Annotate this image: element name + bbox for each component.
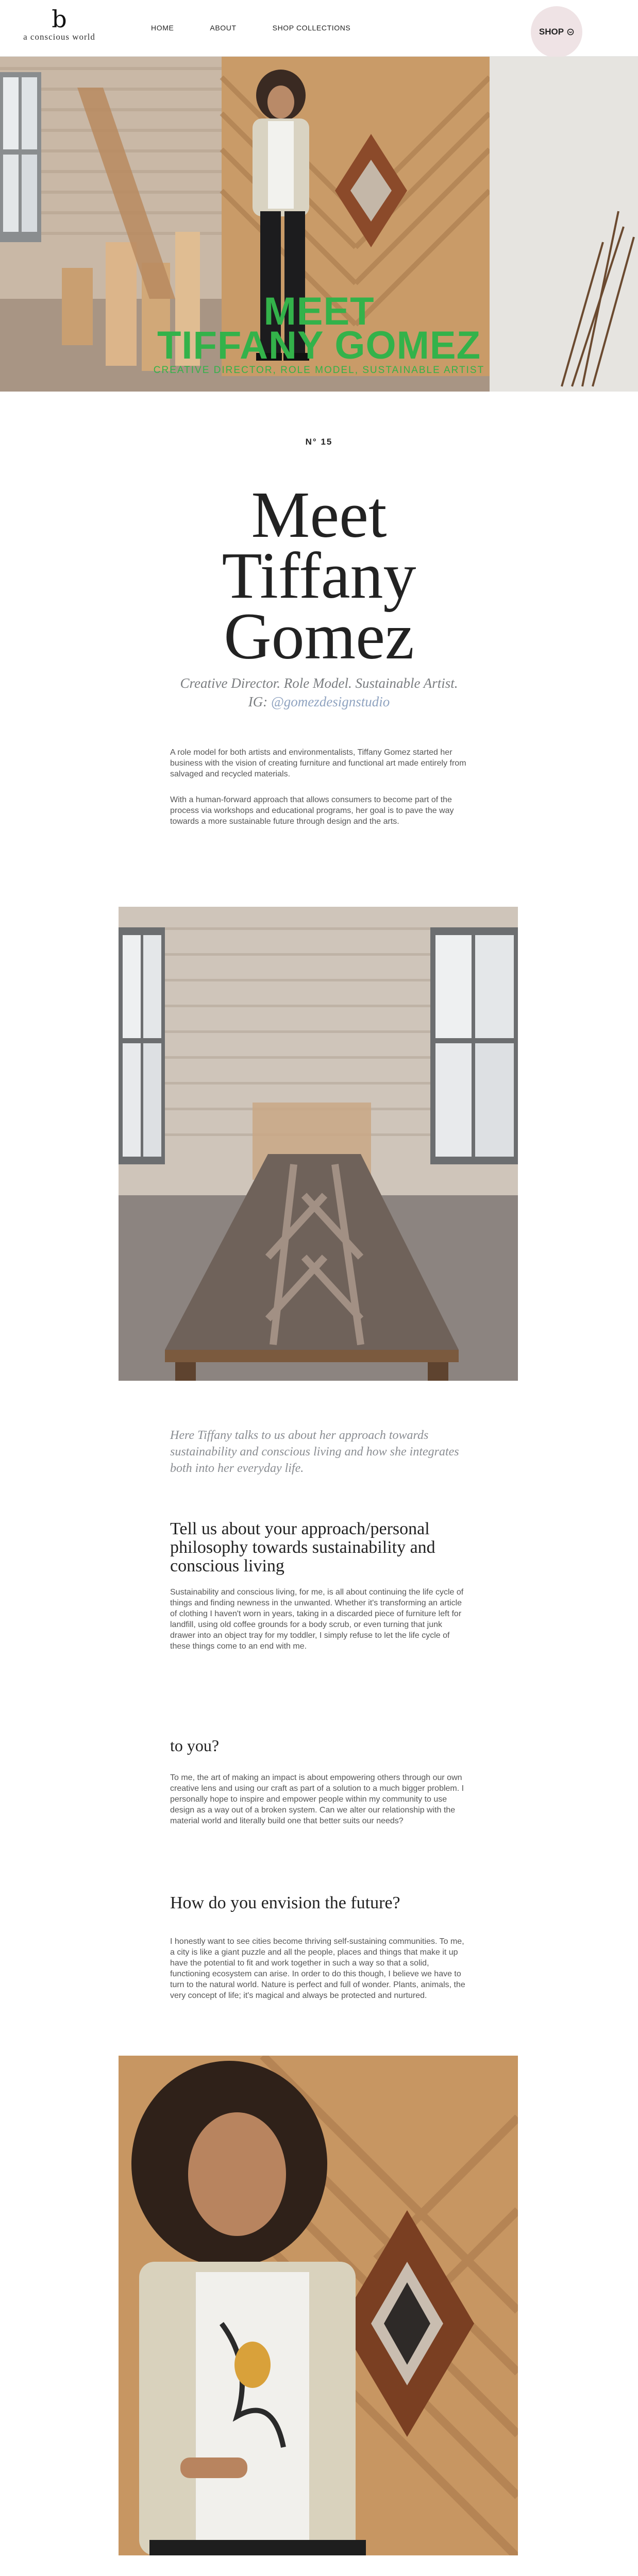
logo-text: a conscious world xyxy=(23,32,95,42)
pull-quote: Here Tiffany talks to us about her approach towards sustainability and conscious living and how she integrates both into her everyday life. xyxy=(170,1429,459,1475)
main-nav xyxy=(151,24,350,32)
hero-title xyxy=(0,290,638,367)
workshop-photo xyxy=(119,907,518,1381)
intro-paragraph-2: With a human-forward approach that allows consumers to become part of the process via workshops and educational programs, her goal is to pave the way towards a more sustainable future through design and the arts. xyxy=(170,795,454,826)
hero-title-line1: MEET xyxy=(263,290,375,333)
article-tagline xyxy=(0,674,638,711)
hero-subtitle: CREATIVE DIRECTOR, ROLE MODEL, SUSTAINABLE ARTIST xyxy=(153,365,485,376)
shopping-bag-icon xyxy=(567,28,574,36)
nav-home[interactable]: HOME xyxy=(151,24,174,32)
question-1-heading: Tell us about your approach/personal philosophy towards sustainability and conscious living xyxy=(170,1519,435,1575)
article-title-line3: Gomez xyxy=(224,600,414,673)
question-3-heading: How do you envision the future? xyxy=(170,1893,400,1912)
question-3-answer: I honestly want to see cities become thriving self-sustaining communities. To me, a city is like a giant puzzle and all the people, places and things that make it up have the potential to fit and work together in such a way so that a solid, functioning ecosystem can arise. In order to do this though, I believe we have to turn to the natural world. Nature is perfect and full of wonder. Plants, animals, the very concept of life; it's magical and always be protected and nurtured. xyxy=(170,1937,465,2000)
instagram-handle-link[interactable]: @gomezdesignstudio xyxy=(271,694,390,709)
tagline-ig xyxy=(0,692,638,711)
issue-number: N° 15 xyxy=(305,437,333,447)
site-logo[interactable] xyxy=(21,7,98,42)
tagline-ig-prefix: IG: xyxy=(248,694,271,709)
logo-mark: b xyxy=(52,5,67,33)
shop-button-label: SHOP xyxy=(539,27,564,37)
hero-banner xyxy=(0,57,638,392)
shop-button[interactable] xyxy=(531,6,582,58)
portrait-photo xyxy=(119,2056,518,2555)
intro-paragraph-1: A role model for both artists and environmentalists, Tiffany Gomez started her business with the vision of creating furniture and functional art made entirely from salvaged and recycled materials. xyxy=(170,748,466,778)
hero-title-line2: TIFFANY GOMEZ xyxy=(157,324,481,367)
article-title-line2: Tiffany xyxy=(222,539,416,612)
workshop-photo-image xyxy=(119,907,518,1381)
question-2-heading: to you? xyxy=(170,1736,220,1755)
nav-about[interactable]: ABOUT xyxy=(210,24,237,32)
portrait-photo-image xyxy=(119,2056,518,2555)
nav-shop-collections[interactable]: SHOP COLLECTIONS xyxy=(272,24,351,32)
question-1-answer: Sustainability and conscious living, for me, is all about continuing the life cycle of things and finding newness in the unwanted. Whether it's transforming an article of clothing I haven't worn in years, taking in a discarded piece of furniture left for landfill, using old coffee grounds for a body scrub, or even turning that junk drawer into an object tray for my toddler, I simply refuse to let the life cycle of these things come to an end with me. xyxy=(170,1588,464,1651)
article-title xyxy=(0,478,638,673)
question-2-answer: To me, the art of making an impact is about empowering others through our own creative lens and using our craft as part of a solution to a much bigger problem. I personally hope to inspire and empower people within my community to use design as a way out of a broken system. Can we alter our relationship with the material world and literally build one that better suits our needs? xyxy=(170,1773,464,1825)
article-title-line1: Meet xyxy=(251,478,387,551)
tagline-roles: Creative Director. Role Model. Sustainable Artist. xyxy=(180,675,458,691)
site-header xyxy=(0,0,638,57)
